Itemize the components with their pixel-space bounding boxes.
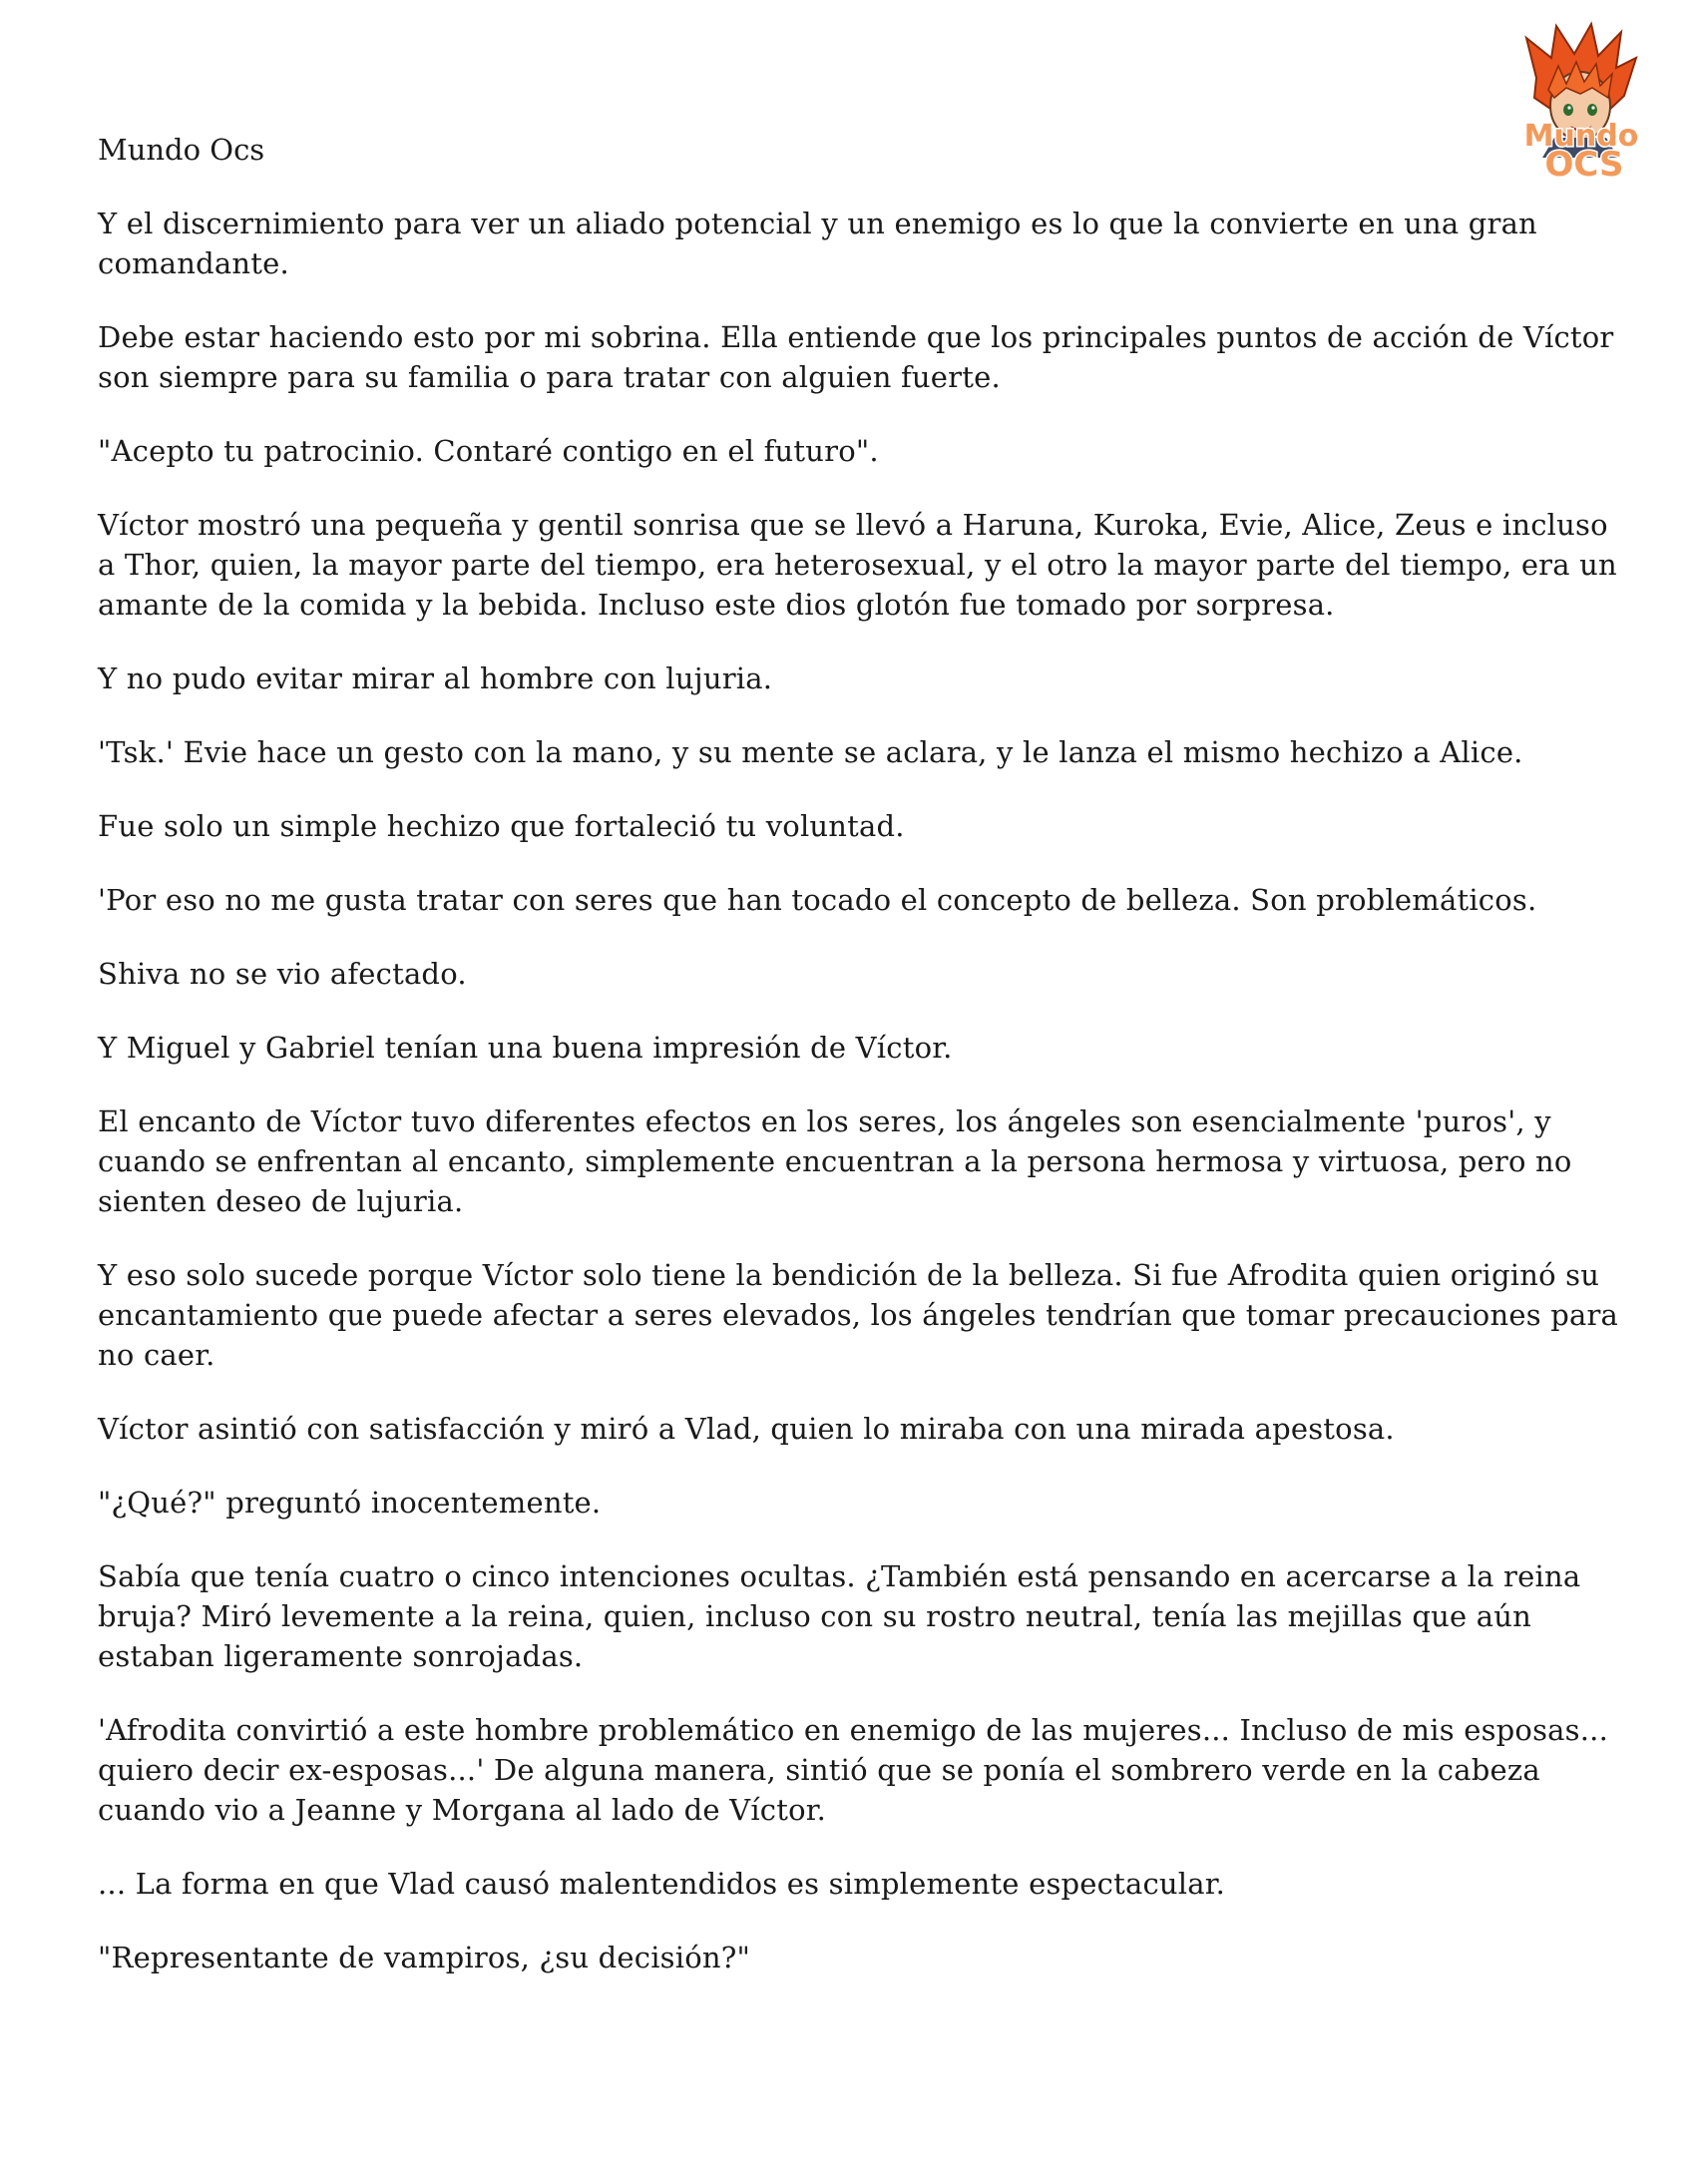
paragraph: Víctor asintió con satisfacción y miró a Vlad, quien lo miraba con una mirada apestosa. <box>98 1412 1395 1446</box>
paragraph: Víctor mostró una pequeña y gentil sonrisa que se llevó a Haruna, Kuroka, Evie, Alice, Zeus e incluso a Thor, quien, la mayor parte del tiempo, era heterosexual, y el otro la mayor parte del tiempo, era un amante de la comida y la bebida. Incluso este dios glotón fue tomado por sorpresa. <box>98 508 1617 622</box>
paragraph: El encanto de Víctor tuvo diferentes efectos en los seres, los ángeles son esencialmente 'puros', y cuando se enfrentan al encanto, simplemente encuentran a la persona hermosa y virtuosa, pero no sienten deseo de lujuria. <box>98 1104 1572 1218</box>
paragraph: Sabía que tenía cuatro o cinco intenciones ocultas. ¿También está pensando en acercarse a la reina bruja? Miró levemente a la reina, quien, incluso con su rostro neutral, tenía las mejillas que aún estaban ligeramente sonrojadas. <box>98 1559 1581 1673</box>
paragraph: Y Miguel y Gabriel tenían una buena impresión de Víctor. <box>98 1031 953 1065</box>
paragraph-list <box>98 204 1624 1977</box>
paragraph: 'Tsk.' Evie hace un gesto con la mano, y su mente se aclara, y le lanza el mismo hechizo a Alice. <box>98 735 1523 769</box>
paragraph: ... La forma en que Vlad causó malentendidos es simplemente espectacular. <box>98 1867 1226 1901</box>
document-title: Mundo Ocs <box>98 133 265 167</box>
logo-text-line1: Mundo <box>1523 119 1639 154</box>
paragraph: Shiva no se vio afectado. <box>98 957 467 991</box>
paragraph: 'Afrodita convirtió a este hombre problemático en enemigo de las mujeres... Incluso de mis esposas... quiero decir ex-esposas...' De alguna manera, sintió que se ponía el sombrero verde en la cabeza cuando vio a Jeanne y Morgana al lado de Víctor. <box>98 1713 1608 1827</box>
paragraph: "Acepto tu patrocinio. Contaré contigo en el futuro". <box>98 434 879 468</box>
paragraph: Y no pudo evitar mirar al hombre con lujuria. <box>98 661 773 695</box>
paragraph: Y el discernimiento para ver un aliado potencial y un enemigo es lo que la convierte en una gran comandante. <box>98 207 1537 280</box>
document-body <box>98 130 1624 2011</box>
paragraph: Fue solo un simple hechizo que fortaleció tu voluntad. <box>98 809 905 843</box>
paragraph: "¿Qué?" preguntó inocentemente. <box>98 1486 602 1520</box>
paragraph: "Representante de vampiros, ¿su decisión?" <box>98 1941 751 1974</box>
logo-text-line2: OCS <box>1544 145 1624 185</box>
paragraph: 'Por eso no me gusta tratar con seres que han tocado el concepto de belleza. Son problemáticos. <box>98 883 1537 917</box>
paragraph: Y eso solo sucede porque Víctor solo tiene la bendición de la belleza. Si fue Afrodita quien originó su encantamiento que puede afectar a seres elevados, los ángeles tendrían que tomar precauciones para no caer. <box>98 1258 1619 1372</box>
paragraph: Debe estar haciendo esto por mi sobrina. Ella entiende que los principales puntos de acción de Víctor son siempre para su familia o para tratar con alguien fuerte. <box>98 320 1614 394</box>
